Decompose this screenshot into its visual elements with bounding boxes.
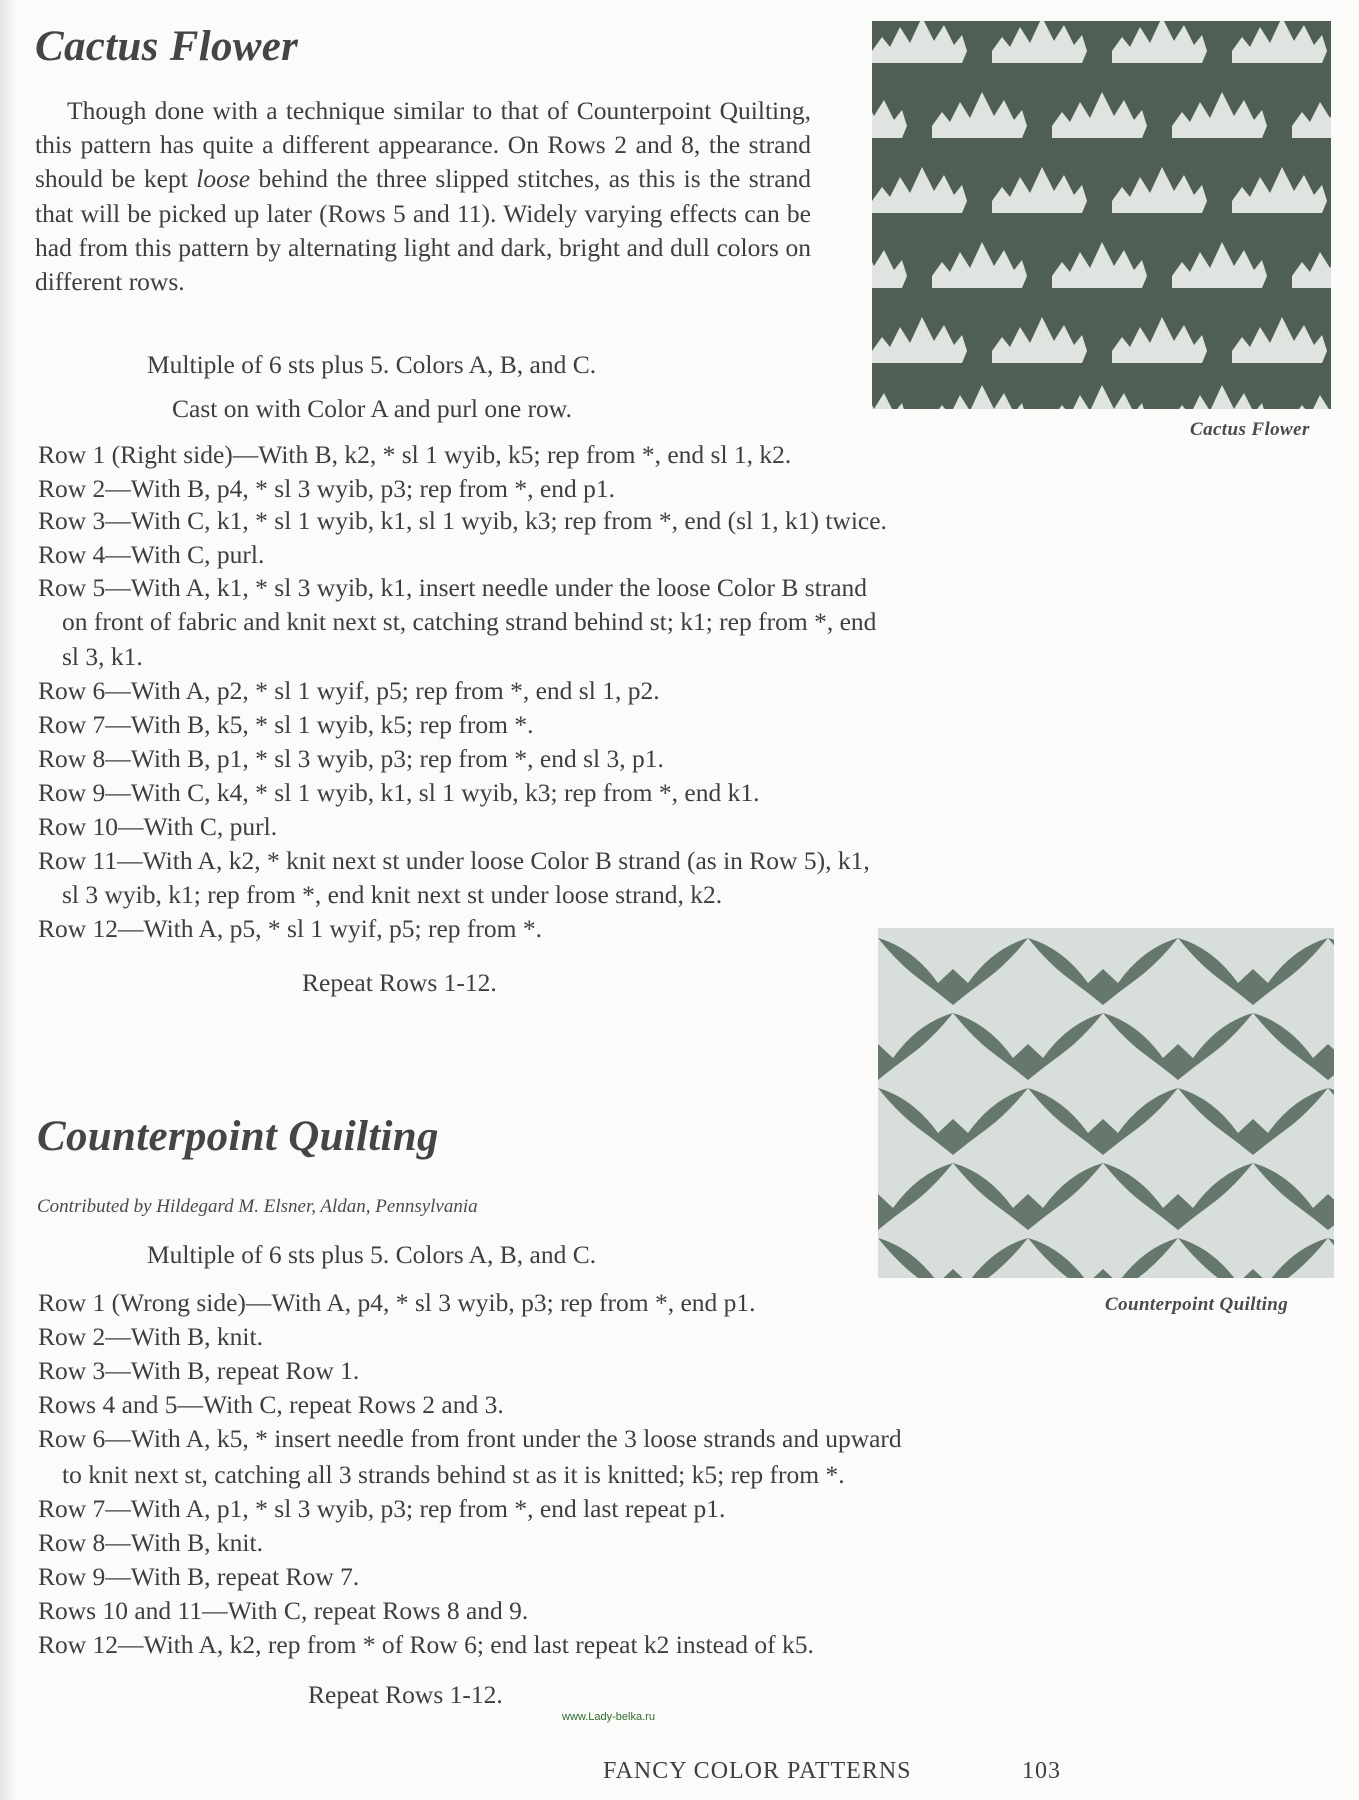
cactus-flower-intro [35,94,811,299]
pattern-row: Row 12—With A, k2, rep from * of Row 6; end last repeat k2 instead of k5. [38,1630,814,1659]
counterpoint-quilting-caption: Counterpoint Quilting [1105,1294,1289,1315]
cactus-flower-title: Cactus Flower [35,23,299,70]
pattern-row: Row 5—With A, k1, * sl 3 wyib, k1, insert needle under the loose Color B strand [38,573,868,602]
counterpoint-multiple: Multiple of 6 sts plus 5. Colors A, B, and C. [147,1240,597,1269]
cactus-cast-on: Cast on with Color A and purl one row. [172,394,572,423]
counterpoint-quilting-swatch-photo [878,928,1334,1278]
pattern-row: Row 1 (Wrong side)—With A, p4, * sl 3 wyib, p3; rep from *, end p1. [38,1288,756,1317]
pattern-row-continued: on front of fabric and knit next st, catching strand behind st; k1; rep from *, end [62,607,877,636]
pattern-row: Row 8—With B, knit. [38,1528,263,1557]
counterpoint-swatch-image [878,928,1334,1278]
cactus-repeat: Repeat Rows 1-12. [302,968,497,997]
pattern-row: Row 6—With A, k5, * insert needle from front under the 3 loose strands and upward [38,1424,902,1453]
running-footer-section: FANCY COLOR PATTERNS [603,1758,912,1784]
pattern-row: Row 8—With B, p1, * sl 3 wyib, p3; rep from *, end sl 3, p1. [38,744,664,773]
pattern-row: Row 9—With C, k4, * sl 1 wyib, k1, sl 1 wyib, k3; rep from *, end k1. [38,778,760,807]
pattern-row: Row 9—With B, repeat Row 7. [38,1562,360,1591]
cactus-flower-caption: Cactus Flower [1190,419,1310,440]
pattern-row: Row 1 (Right side)—With B, k2, * sl 1 wyib, k5; rep from *, end sl 1, k2. [38,440,792,469]
pattern-row-continued: sl 3 wyib, k1; rep from *, end knit next st under loose strand, k2. [62,880,723,909]
pattern-row: Row 4—With C, purl. [38,540,265,569]
page-gutter-shadow [0,0,16,1800]
intro-text-1: Though done with a technique similar to that of Counterpoint Quilting, this pattern has quite a different appearance. On Rows 2 and 8, the strand should be kept [35,96,811,194]
pattern-row: Rows 4 and 5—With C, repeat Rows 2 and 3. [38,1390,504,1419]
intro-emphasis: loose [196,164,251,194]
contributor-credit: Contributed by Hildegard M. Elsner, Aldan, Pennsylvania [37,1196,478,1217]
intro-text-2: behind the three slipped stitches, as this is the strand that will be picked up later (Rows 5 and 11). Widely varying effects can be had from this pattern by alternating light and dark, bright and dull colors on different rows. [35,164,812,297]
pattern-row: Rows 10 and 11—With C, repeat Rows 8 and 9. [38,1596,529,1625]
pattern-row: Row 7—With A, p1, * sl 3 wyib, p3; rep from *, end last repeat p1. [38,1494,726,1523]
cactus-flower-swatch-photo [872,21,1331,409]
cactus-swatch-image [872,21,1331,409]
pattern-row-continued: sl 3, k1. [62,642,143,671]
pattern-row: Row 10—With C, purl. [38,812,278,841]
cactus-multiple: Multiple of 6 sts plus 5. Colors A, B, and C. [147,350,597,379]
pattern-row: Row 3—With C, k1, * sl 1 wyib, k1, sl 1 wyib, k3; rep from *, end (sl 1, k1) twice. [38,506,887,535]
pattern-row: Row 11—With A, k2, * knit next st under loose Color B strand (as in Row 5), k1, [38,846,870,875]
pattern-row-continued: to knit next st, catching all 3 strands behind st as it is knitted; k5; rep from *. [62,1460,845,1489]
page-number: 103 [1022,1758,1061,1784]
watermark-url: www.Lady-belka.ru [562,1711,655,1723]
counterpoint-quilting-title: Counterpoint Quilting [37,1113,439,1160]
pattern-row: Row 2—With B, p4, * sl 3 wyib, p3; rep from *, end p1. [38,474,615,503]
pattern-row: Row 3—With B, repeat Row 1. [38,1356,360,1385]
counterpoint-repeat: Repeat Rows 1-12. [308,1680,503,1709]
pattern-row: Row 2—With B, knit. [38,1322,263,1351]
pattern-row: Row 6—With A, p2, * sl 1 wyif, p5; rep from *, end sl 1, p2. [38,676,660,705]
pattern-row: Row 7—With B, k5, * sl 1 wyib, k5; rep from *. [38,710,534,739]
pattern-row: Row 12—With A, p5, * sl 1 wyif, p5; rep from *. [38,914,542,943]
